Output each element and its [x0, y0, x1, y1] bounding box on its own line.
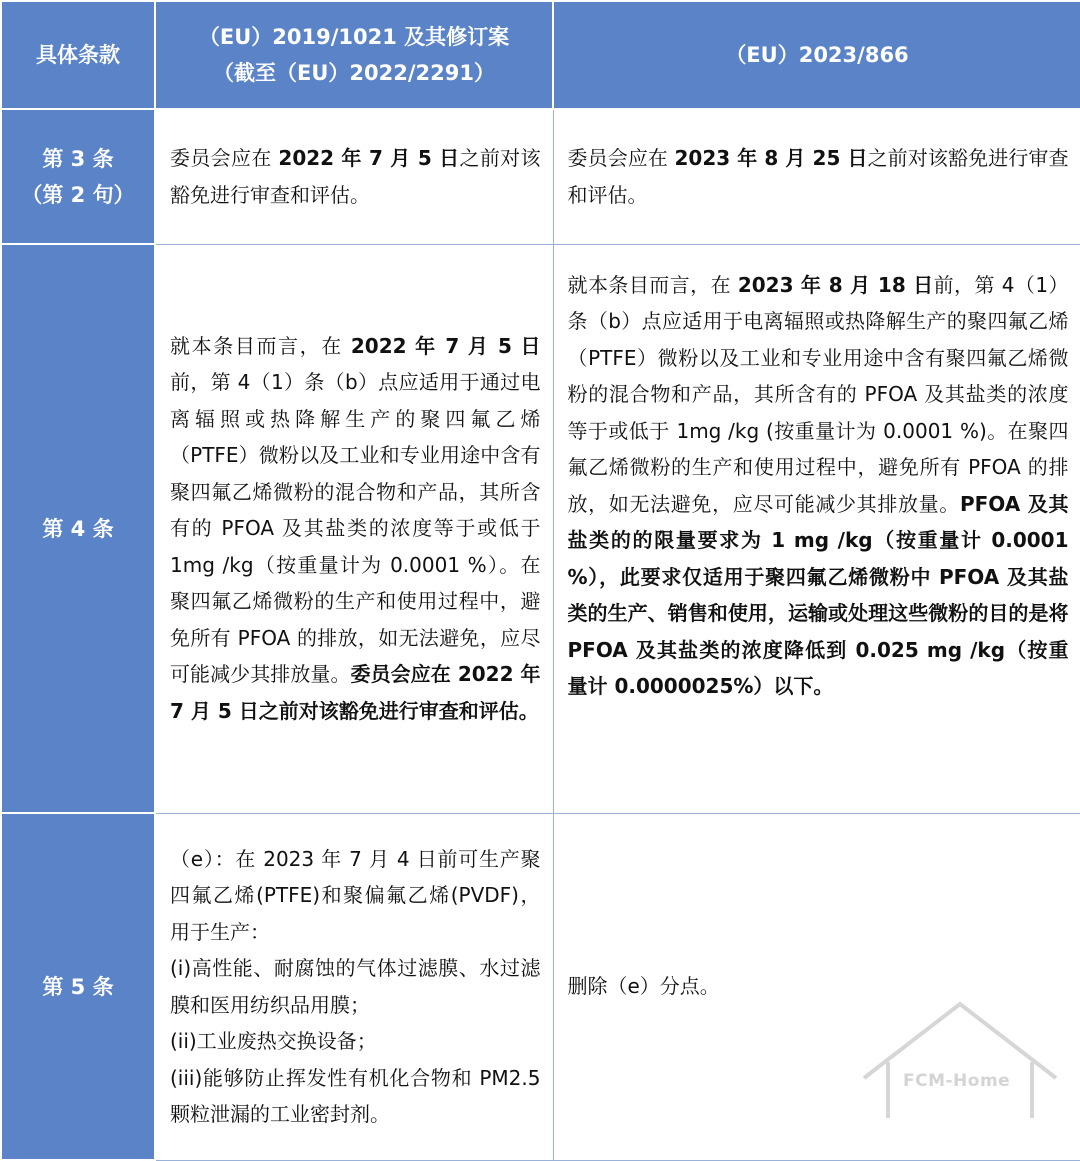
watermark-text: FCM-Home [903, 1071, 1011, 1091]
new-text-cell: 就本条目而言，在 2023 年 8 月 18 日前，第 4（1）条（b）点应适用于电离辐照或热降解生产的聚四氟乙烯（PTFE）微粉以及工业和专业用途中含有聚四氟乙烯微粉的混合物和产品，其所含有的 PFOA 及其盐类的浓度等于或低于 1mg /kg (按重量计为 0.0001 %)。在聚四氟乙烯微粉的生产和使用过程中，避免所有 PFOA 的排放，如无法避免，应尽可能减少其排放量。PFOA 及其盐类的的限量要求为 1 mg /kg（按重量计 0.0001 %），此要求仅适用于聚四氟乙烯微粉中 PFOA 及其盐类的生产、销售和使用，运输或处理这些微粉的目的是将 PFOA 及其盐类的浓度降低到 0.025 mg /kg（按重量计 0.0000025%）以下。 [553, 244, 1080, 813]
old-text-cell: 委员会应在 2022 年 7 月 5 日之前对该豁免进行审查和评估。 [155, 109, 553, 244]
table-row [1, 244, 1080, 813]
row-label: 第 5 条 [1, 813, 155, 1160]
table-row [1, 109, 1080, 244]
house-watermark-icon [860, 1000, 1060, 1120]
row-label: 第 3 条 （第 2 句） [1, 109, 155, 244]
old-text-cell: （e）：在 2023 年 7 月 4 日前可生产聚四氟乙烯(PTFE)和聚偏氟乙烯(PVDF)，用于生产： (i)高性能、耐腐蚀的气体过滤膜、水过滤膜和医用纺织品用膜； (ii)工业废热交换设备； (iii)能够防止挥发性有机化合物和 PM2.5 颗粒泄漏的工业密封剂。 [155, 813, 553, 1160]
header-row [1, 1, 1080, 109]
row-label: 第 4 条 [1, 244, 155, 813]
new-text-cell: 委员会应在 2023 年 8 月 25 日之前对该豁免进行审查和评估。 [553, 109, 1080, 244]
header-old-regulation [155, 1, 553, 109]
new-text-cell: 删除（e）分点。 [553, 813, 1080, 1160]
old-text-cell: 就本条目而言，在 2022 年 7 月 5 日前，第 4（1）条（b）点应适用于通过电离辐照或热降解生产的聚四氟乙烯（PTFE）微粉以及工业和专业用途中含有聚四氟乙烯微粉的混合物和产品，其所含有的 PFOA 及其盐类的浓度等于或低于 1mg /kg（按重量计为 0.0001 %）。在聚四氟乙烯微粉的生产和使用过程中，避免所有 PFOA 的排放，如无法避免，应尽可能减少其排放量。委员会应在 2022 年 7 月 5 日之前对该豁免进行审查和评估。 [155, 244, 553, 813]
header-new-regulation: （EU）2023/866 [553, 1, 1080, 109]
header-clause: 具体条款 [1, 1, 155, 109]
header-old-line2: （截至（EU）2022/2291） [213, 61, 495, 85]
header-old-line1: （EU）2019/1021 及其修订案 [198, 25, 510, 49]
